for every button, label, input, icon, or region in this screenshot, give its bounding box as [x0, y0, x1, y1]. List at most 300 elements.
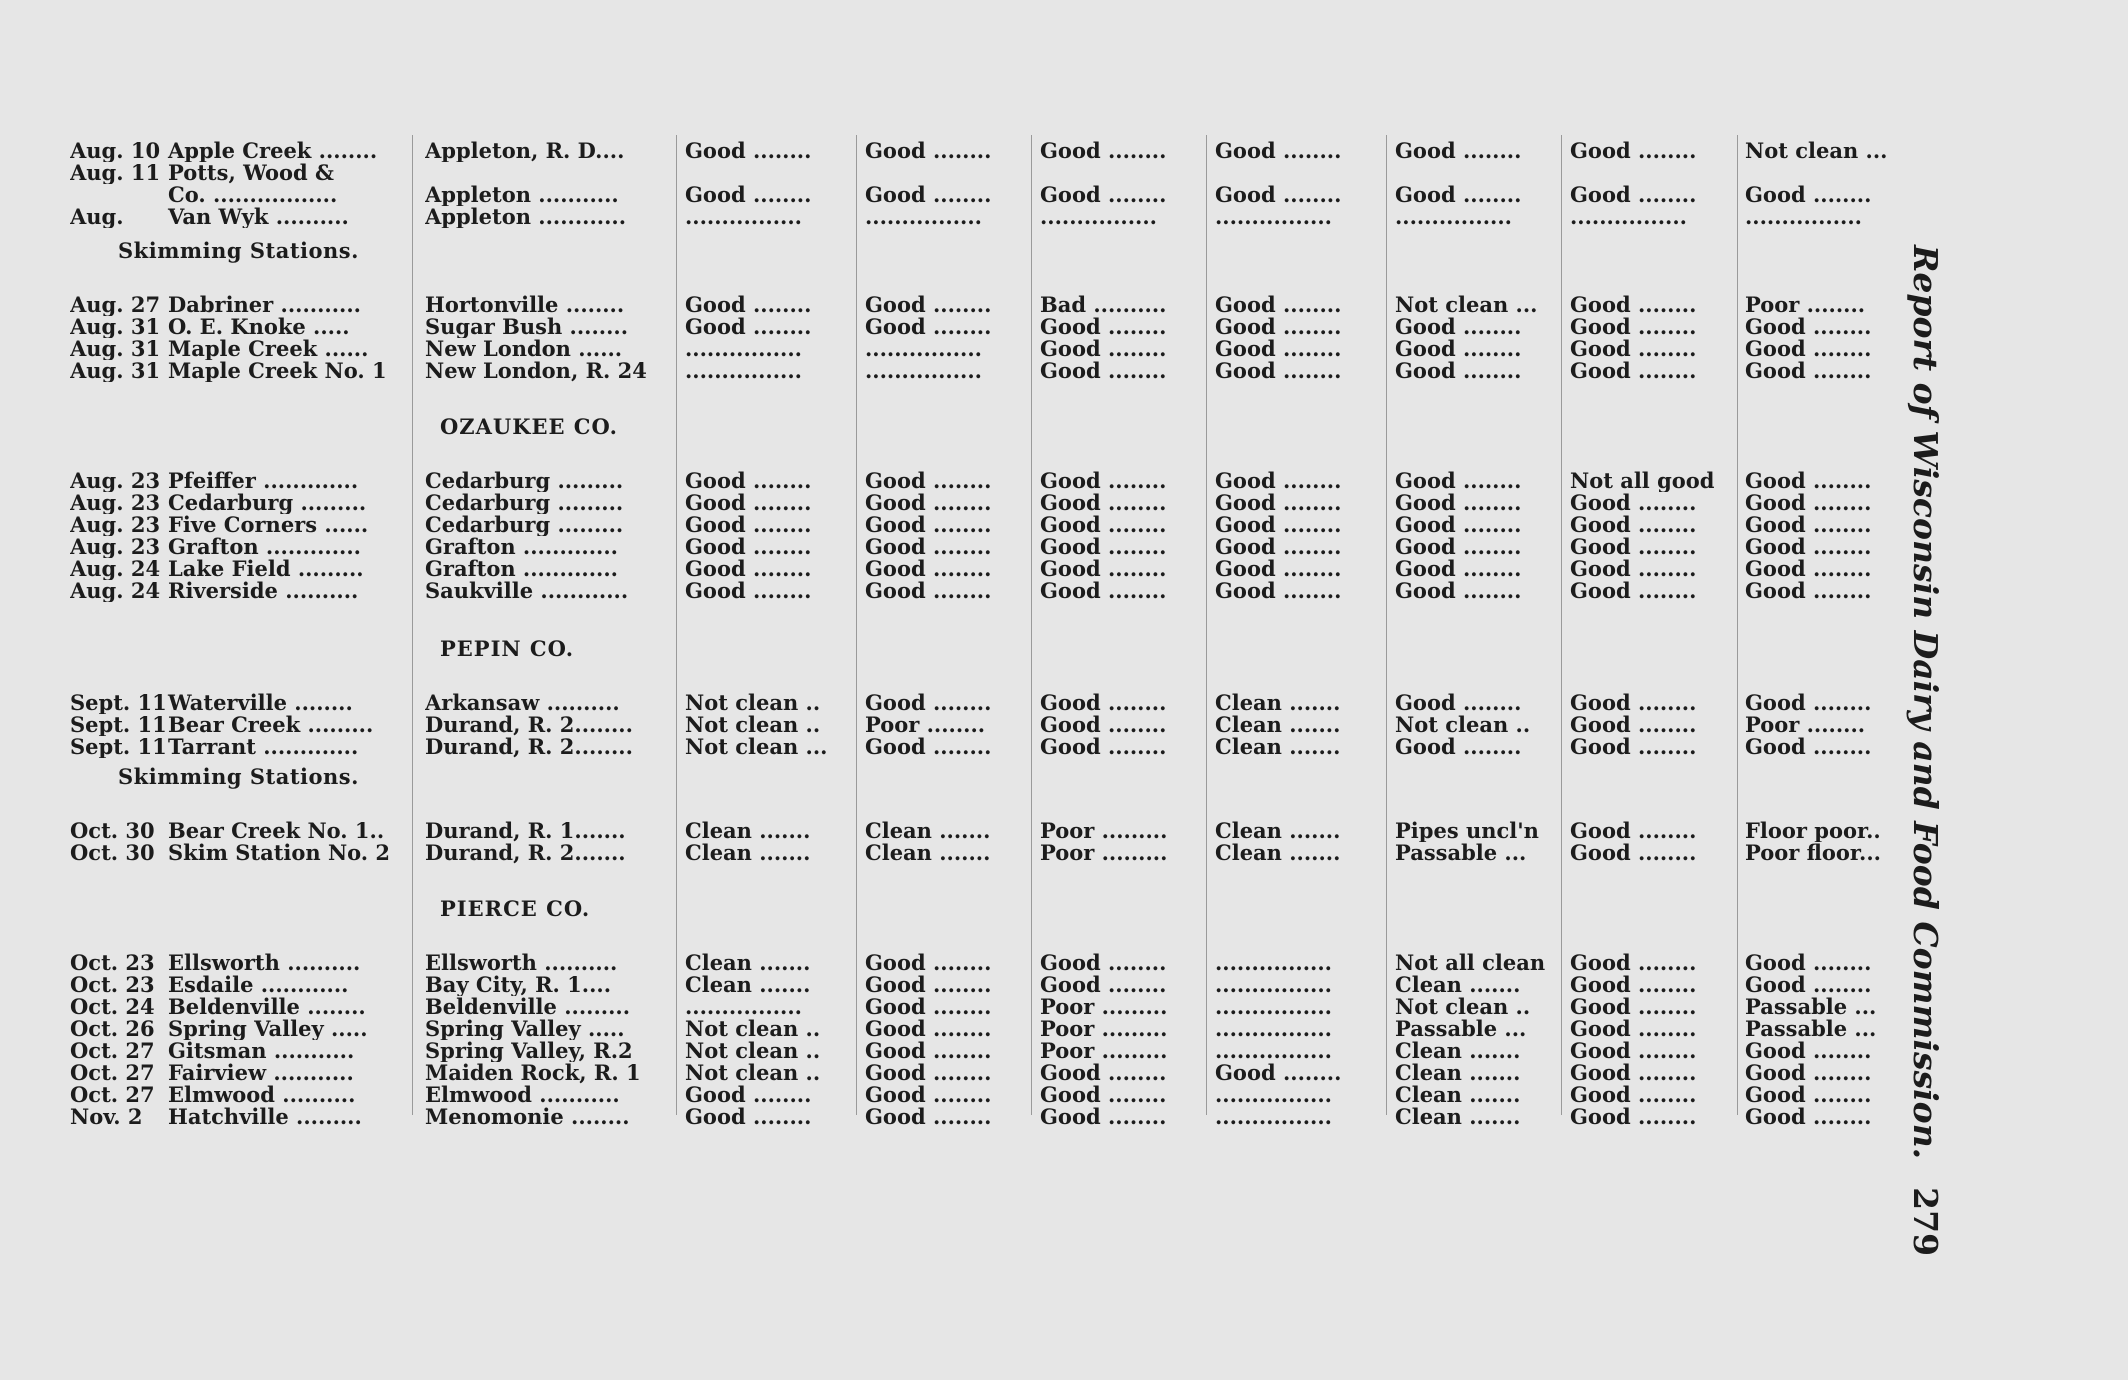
post-office-cell: Bay City, R. 1....	[425, 974, 612, 996]
rating-cell: Good ........	[685, 580, 812, 602]
rating-cell: Good ........	[1040, 140, 1167, 162]
rating-cell: Clean .......	[685, 842, 811, 864]
rating-cell: ................	[1215, 1084, 1332, 1106]
rating-cell: ................	[685, 360, 802, 382]
rating-cell: Pipes uncl'n	[1395, 820, 1539, 842]
rating-cell: Clean .......	[1395, 1106, 1521, 1128]
rating-cell: Poor .........	[1040, 996, 1168, 1018]
date-text: Oct. 23	[70, 974, 155, 996]
rating-cell: Poor .........	[1040, 1018, 1168, 1040]
table-row	[0, 1106, 1950, 1128]
factory-name: Bear Creek No. 1..	[168, 820, 385, 842]
rating-cell: ................	[685, 338, 802, 360]
rating-cell: Good ........	[1040, 1084, 1167, 1106]
table-row	[0, 996, 1950, 1018]
rating-cell: ................	[1215, 952, 1332, 974]
rating-cell: Good ........	[1040, 338, 1167, 360]
rating-cell: Good ........	[1570, 492, 1697, 514]
rating-cell: Good ........	[1745, 1106, 1872, 1128]
rating-cell: Good ........	[1570, 996, 1697, 1018]
rating-cell: Good ........	[1395, 736, 1522, 758]
rating-cell: Good ........	[1745, 338, 1872, 360]
table-row	[0, 714, 1950, 736]
factory-cell	[70, 1040, 405, 1062]
rating-cell: Good ........	[1745, 316, 1872, 338]
rating-cell: Poor .........	[1040, 1040, 1168, 1062]
post-office-cell: Durand, R. 2.......	[425, 842, 626, 864]
table-row	[0, 820, 1950, 842]
rating-cell: Good ........	[685, 558, 812, 580]
table-row	[0, 206, 1950, 228]
rating-cell: Clean .......	[865, 820, 991, 842]
post-office-cell: Arkansaw ..........	[425, 692, 620, 714]
rating-cell: Good ........	[1745, 514, 1872, 536]
date-text: Aug. 24	[70, 558, 161, 580]
rating-cell: Good ........	[1570, 338, 1697, 360]
factory-cell	[70, 184, 405, 206]
rating-cell: Good ........	[685, 294, 812, 316]
factory-name: Tarrant .............	[168, 736, 359, 758]
date-text: Sept. 11	[70, 692, 167, 714]
rating-cell: Good ........	[1040, 316, 1167, 338]
factory-name: Potts, Wood &	[168, 162, 334, 184]
rating-cell: Not clean ..	[685, 1062, 821, 1084]
factory-cell	[70, 338, 405, 360]
rating-cell: Good ........	[1395, 536, 1522, 558]
rating-cell: Poor ........	[1745, 714, 1866, 736]
rating-cell: Good ........	[1215, 536, 1342, 558]
rating-cell: Good ........	[1040, 536, 1167, 558]
date-text: Aug. 10	[70, 140, 161, 162]
rating-cell: Good ........	[1745, 692, 1872, 714]
rating-cell: Good ........	[1215, 294, 1342, 316]
rating-cell: ................	[1215, 996, 1332, 1018]
rating-cell: Floor poor..	[1745, 820, 1881, 842]
factory-name: Waterville ........	[168, 692, 353, 714]
section-heading: PIERCE CO.	[440, 896, 591, 921]
rating-cell: Good ........	[685, 470, 812, 492]
factory-name: Grafton .............	[168, 536, 361, 558]
factory-cell	[70, 692, 405, 714]
rating-cell: Clean .......	[1215, 842, 1341, 864]
date-text: Aug. 27	[70, 294, 161, 316]
rating-cell: Good ........	[865, 996, 992, 1018]
rating-cell: Passable ...	[1395, 842, 1527, 864]
rating-cell: Good ........	[1040, 974, 1167, 996]
rating-cell: Good ........	[865, 184, 992, 206]
rating-cell: Not all clean	[1395, 952, 1546, 974]
post-office-cell: New London, R. 24	[425, 360, 647, 382]
rating-cell: Good ........	[1570, 514, 1697, 536]
rating-cell: Clean .......	[1215, 692, 1341, 714]
post-office-cell: Elmwood ...........	[425, 1084, 620, 1106]
date-text: Sept. 11	[70, 736, 167, 758]
rating-cell: ................	[1215, 974, 1332, 996]
table-row	[0, 1084, 1950, 1106]
rating-cell: Good ........	[1040, 492, 1167, 514]
table-row	[0, 360, 1950, 382]
post-office-cell: Sugar Bush ........	[425, 316, 629, 338]
rating-cell: Good ........	[1040, 470, 1167, 492]
table-row	[0, 736, 1950, 758]
factory-cell	[70, 974, 405, 996]
rating-cell: Not clean ..	[685, 1040, 821, 1062]
date-text: Oct. 27	[70, 1084, 155, 1106]
rating-cell: Clean .......	[685, 974, 811, 996]
rating-cell: ................	[1215, 1106, 1332, 1128]
factory-cell	[70, 360, 405, 382]
rating-cell: Good ........	[1570, 1106, 1697, 1128]
date-text: Aug. 23	[70, 492, 161, 514]
table-row	[0, 338, 1950, 360]
factory-name: Beldenville ........	[168, 996, 366, 1018]
date-text: Oct. 30	[70, 842, 155, 864]
rating-cell: ................	[1215, 206, 1332, 228]
rating-cell: Not clean ..	[1395, 996, 1531, 1018]
table-row	[0, 294, 1950, 316]
factory-cell	[70, 294, 405, 316]
rating-cell: Good ........	[865, 514, 992, 536]
post-office-cell: Grafton .............	[425, 536, 618, 558]
rating-cell: Good ........	[1570, 1018, 1697, 1040]
rating-cell: Good ........	[1570, 692, 1697, 714]
rating-cell: Poor ........	[865, 714, 986, 736]
running-head	[1906, 245, 1945, 1257]
rating-cell: Clean .......	[685, 820, 811, 842]
date-text: Oct. 24	[70, 996, 155, 1018]
rating-cell: Good ........	[865, 1062, 992, 1084]
factory-name: Hatchville .........	[168, 1106, 362, 1128]
table-row	[0, 162, 1950, 184]
factory-name: Esdaile ............	[168, 974, 349, 996]
post-office-cell: Cedarburg .........	[425, 514, 624, 536]
rating-cell: Good ........	[1215, 580, 1342, 602]
factory-name: Maple Creek ......	[168, 338, 369, 360]
rating-cell: Bad ..........	[1040, 294, 1167, 316]
factory-name: Five Corners ......	[168, 514, 369, 536]
post-office-cell: Durand, R. 1.......	[425, 820, 626, 842]
rating-cell: Good ........	[1570, 360, 1697, 382]
rating-cell: Good ........	[1215, 316, 1342, 338]
rating-cell: Good ........	[1570, 316, 1697, 338]
rating-cell: Good ........	[1745, 1084, 1872, 1106]
rating-cell: Good ........	[685, 514, 812, 536]
rating-cell: Good ........	[865, 974, 992, 996]
rating-cell: Good ........	[1570, 714, 1697, 736]
rating-cell: Good ........	[1215, 184, 1342, 206]
page-number: 279	[1906, 1187, 1945, 1257]
rating-cell: Good ........	[1395, 184, 1522, 206]
date-text: Oct. 27	[70, 1040, 155, 1062]
rating-cell: ................	[1215, 1040, 1332, 1062]
post-office-cell: Appleton ...........	[425, 184, 619, 206]
factory-cell	[70, 162, 405, 184]
table-row	[0, 1040, 1950, 1062]
rating-cell: Good ........	[865, 1084, 992, 1106]
table-row	[0, 842, 1950, 864]
rating-cell: Good ........	[1395, 338, 1522, 360]
post-office-cell: Beldenville .........	[425, 996, 631, 1018]
rating-cell: Good ........	[1395, 558, 1522, 580]
factory-name: Skim Station No. 2	[168, 842, 391, 864]
rating-cell: Good ........	[1040, 714, 1167, 736]
date-text: Aug.	[70, 206, 124, 228]
factory-cell	[70, 514, 405, 536]
date-text: Oct. 23	[70, 952, 155, 974]
table-row	[0, 558, 1950, 580]
factory-cell	[70, 470, 405, 492]
factory-cell	[70, 140, 405, 162]
rating-cell: Clean .......	[1395, 1040, 1521, 1062]
rating-cell: Good ........	[1395, 514, 1522, 536]
table-row	[0, 1062, 1950, 1084]
rating-cell: Good ........	[865, 470, 992, 492]
rating-cell: Good ........	[1745, 558, 1872, 580]
rating-cell: Not clean ...	[1395, 294, 1538, 316]
rating-cell: ................	[685, 206, 802, 228]
factory-name: Maple Creek No. 1	[168, 360, 387, 382]
date-text: Aug. 24	[70, 580, 161, 602]
rating-cell: Good ........	[1215, 558, 1342, 580]
rating-cell: Good ........	[1745, 580, 1872, 602]
rating-cell: ................	[1745, 206, 1862, 228]
post-office-cell: Appleton, R. D....	[425, 140, 625, 162]
factory-cell	[70, 492, 405, 514]
rating-cell: Clean .......	[1395, 1084, 1521, 1106]
rating-cell: Passable ...	[1395, 1018, 1527, 1040]
rating-cell: Good ........	[1040, 692, 1167, 714]
post-office-cell: Cedarburg .........	[425, 492, 624, 514]
factory-name: Elmwood ..........	[168, 1084, 356, 1106]
section-heading: OZAUKEE CO.	[440, 414, 618, 439]
rating-cell: Good ........	[1040, 514, 1167, 536]
rating-cell: Good ........	[1570, 736, 1697, 758]
rating-cell: Not clean ..	[685, 692, 821, 714]
rating-cell: ................	[1570, 206, 1687, 228]
rating-cell: Good ........	[1040, 184, 1167, 206]
rating-cell: Good ........	[1745, 736, 1872, 758]
factory-cell	[70, 1106, 405, 1128]
rating-cell: Good ........	[865, 580, 992, 602]
rating-cell: Good ........	[1570, 558, 1697, 580]
factory-cell	[70, 736, 405, 758]
factory-cell	[70, 1084, 405, 1106]
date-text: Oct. 26	[70, 1018, 155, 1040]
rating-cell: Clean .......	[1395, 974, 1521, 996]
rating-cell: ................	[865, 360, 982, 382]
factory-cell	[70, 316, 405, 338]
rating-cell: Not all good	[1570, 470, 1715, 492]
post-office-cell: Hortonville ........	[425, 294, 625, 316]
table-row	[0, 184, 1950, 206]
post-office-cell: Ellsworth ..........	[425, 952, 618, 974]
date-text: Nov. 2	[70, 1106, 143, 1128]
rating-cell: ................	[1395, 206, 1512, 228]
table-row	[0, 470, 1950, 492]
rating-cell: Good ........	[1395, 140, 1522, 162]
post-office-cell: Saukville ............	[425, 580, 629, 602]
date-text: Oct. 27	[70, 1062, 155, 1084]
rating-cell: Good ........	[685, 492, 812, 514]
post-office-cell: Appleton ............	[425, 206, 627, 228]
rating-cell: Passable ...	[1745, 1018, 1877, 1040]
rating-cell: Not clean ...	[685, 736, 828, 758]
post-office-cell: Maiden Rock, R. 1	[425, 1062, 641, 1084]
factory-cell	[70, 580, 405, 602]
date-text: Aug. 23	[70, 470, 161, 492]
rating-cell: Good ........	[1745, 184, 1872, 206]
rating-cell: Good ........	[1040, 558, 1167, 580]
rating-cell: Good ........	[1570, 952, 1697, 974]
date-text: Aug. 11	[70, 162, 161, 184]
rating-cell: Poor floor...	[1745, 842, 1881, 864]
rating-cell: Good ........	[865, 492, 992, 514]
rating-cell: ................	[865, 206, 982, 228]
factory-cell	[70, 952, 405, 974]
factory-name: Cedarburg .........	[168, 492, 367, 514]
rating-cell: ................	[865, 338, 982, 360]
rating-cell: Good ........	[1215, 492, 1342, 514]
rating-cell: Good ........	[1745, 492, 1872, 514]
table-row	[0, 492, 1950, 514]
factory-name: Co. .................	[168, 184, 338, 206]
rating-cell: Good ........	[685, 316, 812, 338]
rating-cell: Good ........	[1570, 1062, 1697, 1084]
rating-cell: Good ........	[865, 736, 992, 758]
table-row	[0, 514, 1950, 536]
section-heading: PEPIN CO.	[440, 636, 575, 661]
factory-name: O. E. Knoke .....	[168, 316, 350, 338]
rating-cell: Clean .......	[865, 842, 991, 864]
table-row	[0, 316, 1950, 338]
running-head-title: Report of Wisconsin Dairy and Food Commission.	[1906, 245, 1945, 1160]
rating-cell: Good ........	[1215, 1062, 1342, 1084]
date-text: Sept. 11	[70, 714, 167, 736]
rating-cell: Good ........	[1570, 294, 1697, 316]
rating-cell: Good ........	[1745, 952, 1872, 974]
factory-cell	[70, 558, 405, 580]
rating-cell: Not clean ...	[1745, 140, 1888, 162]
rating-cell: Good ........	[865, 1106, 992, 1128]
table-row	[0, 1018, 1950, 1040]
rating-cell: Good ........	[1745, 470, 1872, 492]
date-text: Aug. 31	[70, 360, 161, 382]
rating-cell: Clean .......	[685, 952, 811, 974]
rating-cell: Good ........	[1745, 360, 1872, 382]
rating-cell: Good ........	[865, 1040, 992, 1062]
rating-cell: Good ........	[1215, 338, 1342, 360]
factory-cell	[70, 714, 405, 736]
factory-name: Bear Creek .........	[168, 714, 374, 736]
rating-cell: Clean .......	[1215, 714, 1341, 736]
rating-cell: Good ........	[685, 1106, 812, 1128]
rating-cell: Good ........	[1745, 1062, 1872, 1084]
factory-name: Lake Field .........	[168, 558, 364, 580]
factory-cell	[70, 820, 405, 842]
rating-cell: Good ........	[1395, 470, 1522, 492]
factory-cell	[70, 996, 405, 1018]
rating-cell: Good ........	[685, 536, 812, 558]
factory-cell	[70, 842, 405, 864]
rating-cell: Good ........	[1395, 316, 1522, 338]
rating-cell: Good ........	[1215, 360, 1342, 382]
rating-cell: Good ........	[1570, 580, 1697, 602]
rating-cell: Clean .......	[1215, 736, 1341, 758]
rating-cell: Passable ...	[1745, 996, 1877, 1018]
table-row	[0, 952, 1950, 974]
rating-cell: Clean .......	[1395, 1062, 1521, 1084]
rating-cell: Good ........	[685, 1084, 812, 1106]
rating-cell: Not clean ..	[685, 714, 821, 736]
rating-cell: Good ........	[865, 692, 992, 714]
rating-cell: Good ........	[865, 1018, 992, 1040]
rating-cell: Good ........	[1745, 1040, 1872, 1062]
rating-cell: Good ........	[865, 140, 992, 162]
post-office-cell: Spring Valley, R.2	[425, 1040, 633, 1062]
factory-cell	[70, 1018, 405, 1040]
date-text: Aug. 23	[70, 536, 161, 558]
rating-cell: Good ........	[1395, 692, 1522, 714]
rating-cell: Poor ........	[1745, 294, 1866, 316]
factory-name: Riverside ..........	[168, 580, 359, 602]
factory-name: Gitsman ...........	[168, 1040, 355, 1062]
rating-cell: Not clean ..	[685, 1018, 821, 1040]
rating-cell: Good ........	[1570, 184, 1697, 206]
rating-cell: Not clean ..	[1395, 714, 1531, 736]
rating-cell: Good ........	[1745, 974, 1872, 996]
rating-cell: Good ........	[1570, 1040, 1697, 1062]
factory-name: Fairview ...........	[168, 1062, 354, 1084]
rating-cell: Good ........	[865, 952, 992, 974]
factory-cell	[70, 1062, 405, 1084]
factory-name: Pfeiffer .............	[168, 470, 359, 492]
rating-cell: ................	[1215, 1018, 1332, 1040]
rating-cell: Good ........	[1570, 842, 1697, 864]
rating-cell: Good ........	[865, 558, 992, 580]
post-office-cell: Menomonie ........	[425, 1106, 630, 1128]
rating-cell: Good ........	[685, 184, 812, 206]
post-office-cell: Durand, R. 2........	[425, 714, 633, 736]
rating-cell: Poor .........	[1040, 820, 1168, 842]
rating-cell: Good ........	[1215, 140, 1342, 162]
section-heading: Skimming Stations.	[118, 764, 359, 789]
table-row	[0, 140, 1950, 162]
post-office-cell: Spring Valley .....	[425, 1018, 625, 1040]
rating-cell: Good ........	[1040, 1106, 1167, 1128]
rating-cell: ................	[685, 996, 802, 1018]
rating-cell: Clean .......	[1215, 820, 1341, 842]
rating-cell: Good ........	[1040, 736, 1167, 758]
post-office-cell: New London ......	[425, 338, 623, 360]
rating-cell: Good ........	[1040, 952, 1167, 974]
factory-cell	[70, 206, 405, 228]
rating-cell: Good ........	[1745, 536, 1872, 558]
rating-cell: Good ........	[1040, 360, 1167, 382]
post-office-cell: Grafton .............	[425, 558, 618, 580]
table-row	[0, 580, 1950, 602]
rating-cell: Good ........	[1215, 514, 1342, 536]
rating-cell: Good ........	[1570, 140, 1697, 162]
rating-cell: Good ........	[1395, 580, 1522, 602]
factory-name: Dabriner ...........	[168, 294, 361, 316]
rating-cell: Good ........	[685, 140, 812, 162]
table-row	[0, 974, 1950, 996]
factory-name: Apple Creek ........	[168, 140, 378, 162]
date-text: Aug. 31	[70, 316, 161, 338]
rating-cell: Good ........	[1570, 820, 1697, 842]
post-office-cell: Cedarburg .........	[425, 470, 624, 492]
factory-cell	[70, 536, 405, 558]
